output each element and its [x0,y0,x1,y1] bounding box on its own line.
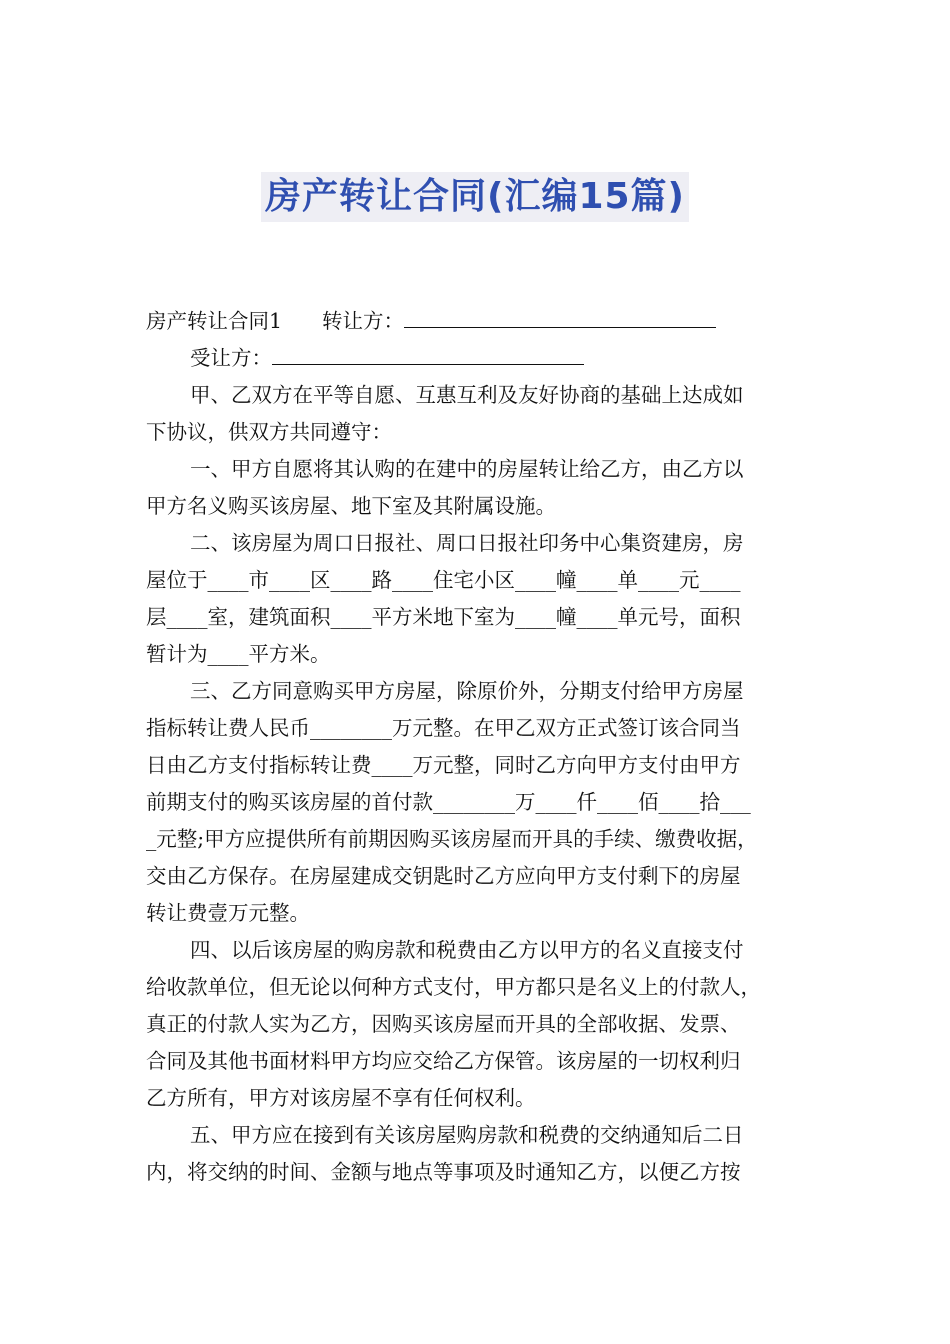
transferor-label: 转让方： [322,309,405,333]
body-line: 屋位于____市____区____路____住宅小区____幢____单____元____ [146,568,741,592]
body-line: 日由乙方支付指标转让费____万元整，同时乙方向甲方支付由甲方 [146,753,741,777]
transferee-blank [272,340,584,365]
body-line: 四、以后该房屋的购房款和税费由乙方以甲方的名义直接支付 [190,938,744,962]
document-body [146,303,811,1191]
body-line: 甲、乙双方在平等自愿、互惠互利及友好协商的基础上达成如 [190,383,744,407]
document-title: 房产转让合同(汇编15篇) [261,172,689,222]
party-transferor-line [146,303,811,340]
body-line: 合同及其他书面材料甲方均应交给乙方保管。该房屋的一切权利归 [146,1049,741,1073]
body-line: 转让费壹万元整。 [146,901,310,925]
body-line: 甲方名义购买该房屋、地下室及其附属设施。 [146,494,556,518]
contract-heading: 房产转让合同1 [146,309,283,333]
transferee-label: 受让方： [190,346,272,370]
body-line: 层____室，建筑面积____平方米地下室为____幢____单元号，面积 [146,605,741,629]
party-transferee-line [146,340,811,377]
body-line: 交由乙方保存。在房屋建成交钥匙时乙方应向甲方支付剩下的房屋 [146,864,741,888]
body-line: 二、该房屋为周口日报社、周口日报社印务中心集资建房，房 [190,531,744,555]
body-line: 指标转让费人民币________万元整。在甲乙双方正式签订该合同当 [146,716,741,740]
body-line: 下协议，供双方共同遵守： [146,420,392,444]
body-line: 前期支付的购买该房屋的首付款________万____仟____佰____拾___ [146,790,751,814]
title-container [0,172,950,222]
body-line: 内，将交纳的时间、金额与地点等事项及时通知乙方，以便乙方按 [146,1160,741,1184]
body-line: 五、甲方应在接到有关该房屋购房款和税费的交纳通知后二日 [190,1123,744,1147]
body-line: 三、乙方同意购买甲方房屋，除原价外，分期支付给甲方房屋 [190,679,744,703]
body-line: 一、甲方自愿将其认购的在建中的房屋转让给乙方，由乙方以 [190,457,744,481]
body-line: 乙方所有，甲方对该房屋不享有任何权利。 [146,1086,536,1110]
body-line: 真正的付款人实为乙方，因购买该房屋而开具的全部收据、发票、 [146,1012,741,1036]
body-line: _元整;甲方应提供所有前期因购买该房屋而开具的手续、缴费收据， [146,827,758,851]
transferor-blank [404,303,716,328]
body-line: 给收款单位，但无论以何种方式支付，甲方都只是名义上的付款人， [146,975,761,999]
body-line: 暂计为____平方米。 [146,642,331,666]
